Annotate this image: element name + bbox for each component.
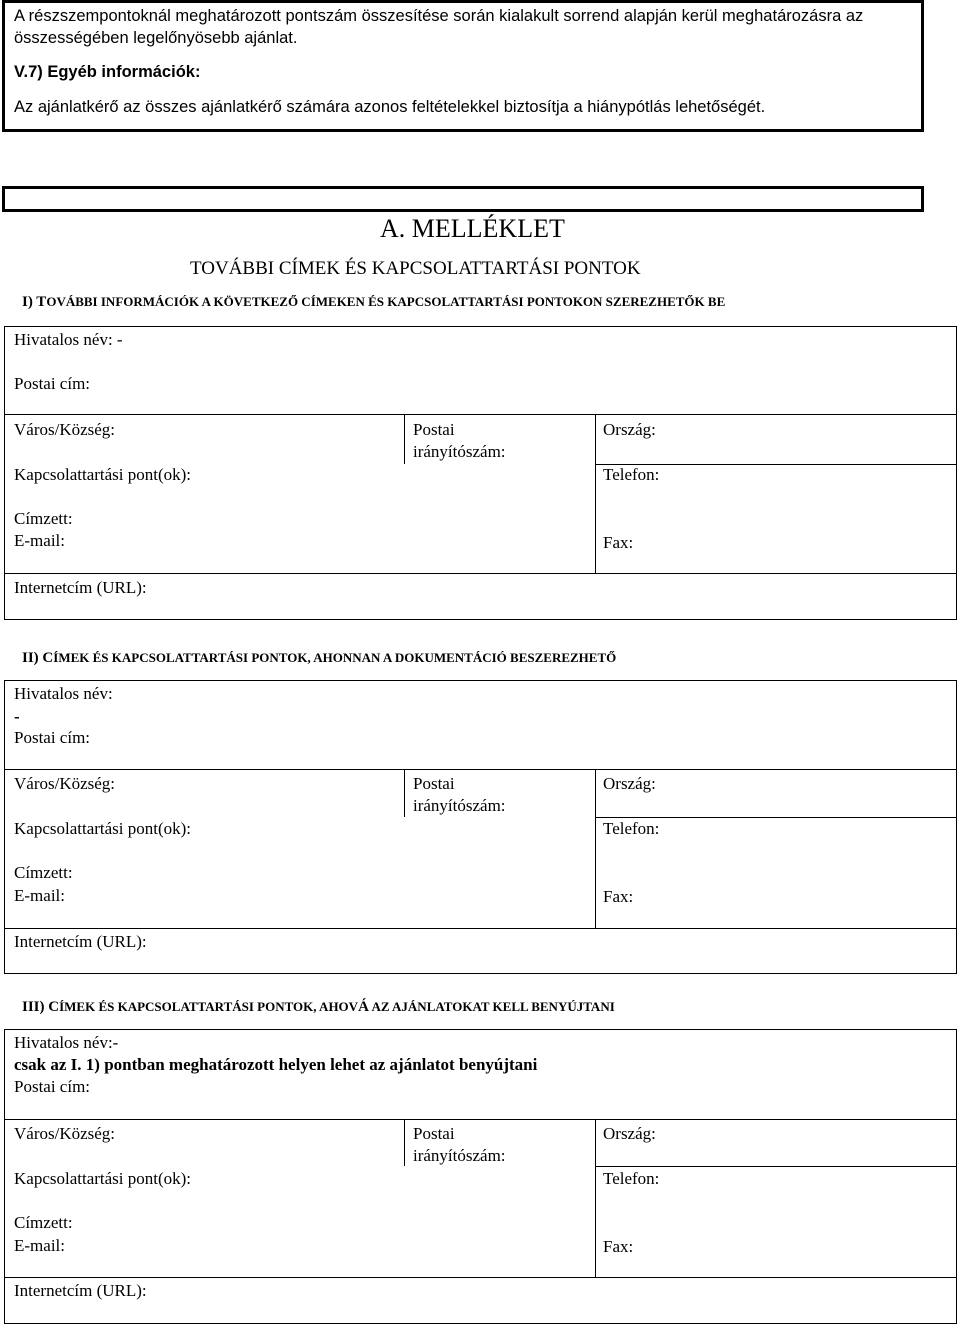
- s3-email: E-mail:: [14, 1236, 65, 1255]
- s2-fax: Fax:: [603, 887, 634, 906]
- s3-fax: Fax:: [603, 1237, 634, 1256]
- s2-postal-code-2: irányítószám:: [413, 796, 506, 815]
- s3-official-name: Hivatalos név:-: [14, 1033, 119, 1052]
- s1-fax: Fax:: [603, 533, 634, 552]
- s3-addressee: Címzett:: [14, 1213, 73, 1232]
- s3-city: Város/Község:: [14, 1124, 116, 1143]
- s2-contact-points: Kapcsolattartási pont(ok):: [14, 819, 192, 838]
- info-box-line1: A részszempontoknál meghatározott pontszám összesítése során kialakult sorrend alapján kerül meghatározásra az: [14, 7, 864, 25]
- s1-phone: Telefon:: [603, 465, 660, 484]
- s1-postal-address: Postai cím:: [14, 374, 91, 393]
- section3-heading-rest-b: AZ AJÁNLATOKAT KELL BENYÚJTANI: [368, 999, 615, 1014]
- s3-postal-code-1: Postai: [413, 1124, 455, 1143]
- s2-phone: Telefon:: [603, 819, 660, 838]
- section3-heading: [22, 999, 615, 1016]
- annex-header-bar: [2, 186, 924, 212]
- s3-postal-code-2: irányítószám:: [413, 1146, 506, 1165]
- s1-city: Város/Község:: [14, 420, 116, 439]
- s1-addressee: Címzett:: [14, 509, 73, 528]
- s2-addressee: Címzett:: [14, 863, 73, 882]
- s1-email: E-mail:: [14, 531, 65, 550]
- section1-heading: [22, 294, 725, 311]
- section1-heading-lead: I) T: [22, 294, 47, 310]
- s3-contact-points: Kapcsolattartási pont(ok):: [14, 1169, 192, 1188]
- info-box-line2: összességében legelőnyösebb ajánlat.: [14, 29, 298, 47]
- section3-heading-big-a: Á: [358, 999, 369, 1015]
- s3-phone: Telefon:: [603, 1169, 660, 1188]
- section3-heading-lead: III) C: [22, 999, 60, 1015]
- annex-title: A. MELLÉKLET: [380, 214, 565, 243]
- s1-country: Ország:: [603, 420, 656, 439]
- s2-official-name-value: -: [14, 707, 20, 726]
- section2-heading: [22, 650, 616, 667]
- s1-postal-code-2: irányítószám:: [413, 442, 506, 461]
- section1-heading-rest: OVÁBBI INFORMÁCIÓK A KÖVETKEZŐ CÍMEKEN ÉS KAPCSOLATTARTÁSI PONTOKON SZEREZHETŐK BE: [46, 294, 726, 309]
- section2-heading-rest: ÍMEK ÉS KAPCSOLATTARTÁSI PONTOK, AHONNAN A DOKUMENTÁCIÓ BESZEREZHETŐ: [53, 650, 617, 665]
- s3-official-name-value: csak az I. 1) pontban meghatározott helyen lehet az ajánlatot benyújtani: [14, 1055, 538, 1074]
- s3-url: Internetcím (URL):: [14, 1281, 147, 1300]
- info-box-heading: V.7) Egyéb információk:: [14, 63, 201, 81]
- s2-country: Ország:: [603, 774, 656, 793]
- s3-postal-address: Postai cím:: [14, 1077, 91, 1096]
- s2-url: Internetcím (URL):: [14, 932, 147, 951]
- s2-postal-address: Postai cím:: [14, 728, 91, 747]
- s2-city: Város/Község:: [14, 774, 116, 793]
- section2-heading-lead: II) C: [22, 650, 54, 666]
- annex-subtitle: TOVÁBBI CÍMEK ÉS KAPCSOLATTARTÁSI PONTOK: [190, 258, 641, 279]
- s1-official-name: Hivatalos név: -: [14, 330, 123, 349]
- section3-heading-rest-a: ÍMEK ÉS KAPCSOLATTARTÁSI PONTOK, AHOV: [59, 999, 359, 1014]
- s2-official-name: Hivatalos név:: [14, 684, 113, 703]
- s1-postal-code-1: Postai: [413, 420, 455, 439]
- s1-contact-points: Kapcsolattartási pont(ok):: [14, 465, 192, 484]
- s2-email: E-mail:: [14, 886, 65, 905]
- s2-postal-code-1: Postai: [413, 774, 455, 793]
- s3-country: Ország:: [603, 1124, 656, 1143]
- info-box-body: Az ajánlatkérő az összes ajánlatkérő számára azonos feltételekkel biztosítja a hiánypótlás lehetőségét.: [14, 98, 766, 116]
- s1-url: Internetcím (URL):: [14, 578, 147, 597]
